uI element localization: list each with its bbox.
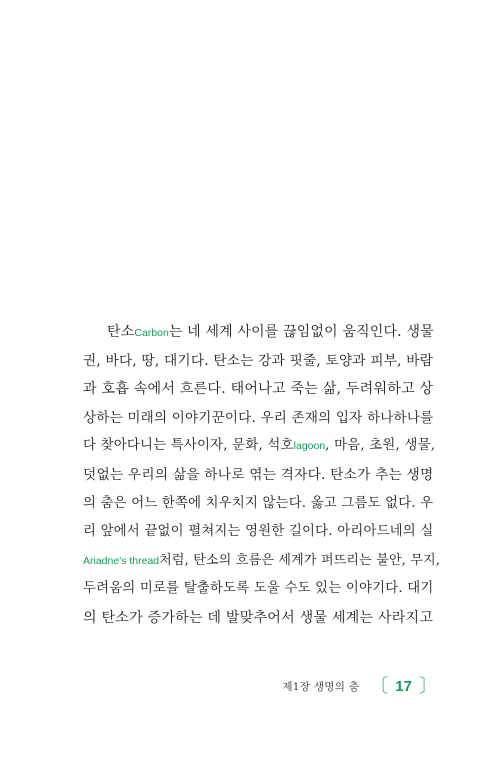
word-carbon-korean: 탄소 <box>107 324 135 340</box>
text-segment: 의 탄소가 증가하는 데 발맞추어서 생물 세계는 사라지고 <box>83 609 434 626</box>
text-segment-rest: 는 네 세계 사이를 끊임없이 움직인다. 생물 <box>168 324 434 340</box>
body-paragraph <box>83 318 441 633</box>
text-line-3 <box>83 375 433 404</box>
running-chapter-title: 제1장 생명의 춤 <box>282 681 360 693</box>
page-number: 17 <box>395 678 412 695</box>
text-line-11 <box>83 604 433 633</box>
text-segment: 권, 바다, 땅, 대기다. 탄소는 강과 핏줄, 토양과 피부, 바람 <box>83 352 434 369</box>
text-segment <box>107 318 434 348</box>
page-footer <box>282 677 438 696</box>
text-segment: 덧없는 우리의 삶을 하나로 엮는 격자다. 탄소가 추는 생명 <box>83 466 434 483</box>
text-line-7 <box>83 490 433 519</box>
close-bracket-ornament: 〕 <box>418 675 438 697</box>
text-line-10 <box>83 575 433 604</box>
text-segment: 리 앞에서 끝없이 펼쳐지는 영원한 길이다. 아리아드네의 실 <box>83 524 434 540</box>
text-segment-start: 다 찾아다니는 특사이자, 문화, 석호 <box>83 438 294 454</box>
text-segment <box>83 432 435 461</box>
text-line-2 <box>83 347 433 376</box>
text-segment-rest: 처럼, 탄소의 흐름은 세계가 퍼뜨리는 불안, 무지, <box>159 552 441 568</box>
text-line-8 <box>83 518 433 547</box>
text-segment: 두려움의 미로를 탈출하도록 도울 수도 있는 이야기다. 대기 <box>83 581 434 597</box>
text-segment <box>83 547 440 576</box>
gloss-carbon: Carbon <box>134 327 169 339</box>
text-line-9 <box>83 547 441 576</box>
text-line-1 <box>83 318 433 347</box>
gloss-ariadnes-thread: Ariadne's thread <box>83 554 160 567</box>
text-line-4 <box>83 404 433 433</box>
open-bracket-ornament: 〔 <box>369 675 389 697</box>
text-segment: 의 춤은 어느 한쪽에 치우치지 않는다. 옳고 그름도 없다. 우 <box>83 495 434 511</box>
text-segment-rest: , 마음, 초원, 생물, <box>325 438 436 454</box>
text-line-5 <box>83 432 436 461</box>
text-segment: 과 호흡 속에서 흐른다. 태어나고 죽는 삶, 두려워하고 상 <box>83 381 434 398</box>
gloss-lagoon: lagoon <box>293 440 326 453</box>
text-line-6 <box>83 461 433 490</box>
text-segment: 상하는 미래의 이야기꾼이다. 우리 존재의 입자 하나하나를 <box>83 409 434 426</box>
